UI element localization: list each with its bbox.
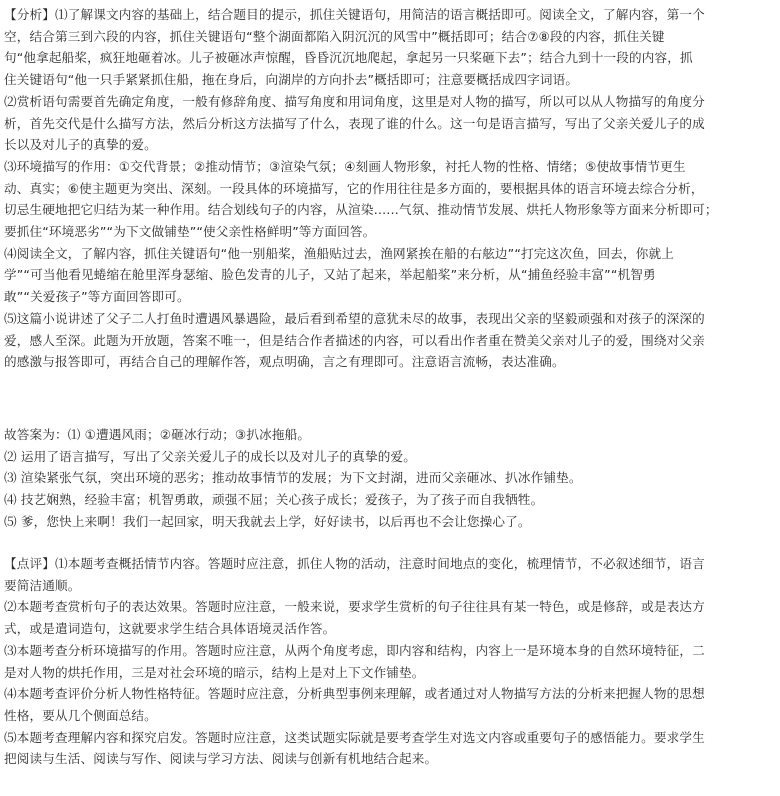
comment-paragraph-4: [4, 683, 776, 726]
analysis-paragraph-4: [4, 243, 776, 308]
analysis-p2-line-3: 长以及对儿子的真挚的爱。: [4, 137, 157, 153]
analysis-p3-line-4: 要抓住“环境恶劣”“为下文做铺垫”“使父亲性格鲜明”等方面回答。: [4, 224, 376, 240]
analysis-p5-line-2: 爱，感人至深。此题为开放题，答案不唯一，但是结合作者描述的内容，可以看出作者重在赞美父亲对儿子的爱，围绕对父亲: [4, 332, 705, 348]
analysis-p5-line-3: 的感激与报答即可，再结合自己的理解作答，观点明确，言之有理即可。注意语言流畅，表达准确。: [4, 354, 565, 370]
comment-p1-line-1: 【点评】⑴本题考查概括情节内容。答题时应注意，抓住人物的活动，注意时间地点的变化，梳理情节，不必叙述细节，语言: [4, 556, 705, 571]
comment-p1-line-2: 要简洁通顺。: [4, 577, 81, 593]
analysis-p1-line-2: 空，结合第三到六段的内容，抓住关键语句“整个湖面都陷入阴沉沉的风雪中”概括即可；结合⑦⑧段的内容，抓住关键: [4, 28, 665, 44]
answer-2: ⑵ 运用了语言描写，写出了父亲关爱儿子的成长以及对儿子的真挚的爱。: [4, 448, 416, 464]
comment-p2-line-2: 式，或是遣词造句，这就要求学生结合具体语境灵活作答。: [4, 621, 336, 637]
analysis-p4-line-3: 敢”“关爱孩子”等方面回答即可。: [4, 289, 190, 305]
comment-p5-line-1: ⑸本题考查理解内容和探究启发。答题时应注意，这类试题实际就是要考查学生对选文内容或重要句子的感悟能力。要求学生: [4, 729, 705, 745]
analysis-p3-line-3: 切忌生硬地把它归结为某一种作用。结合划线句子的内容，从渲染……气氛、推动情节发展、烘托人物形象等方面来分析即可；: [4, 202, 718, 218]
answer-4: ⑷ 技艺娴熟，经验丰富；机智勇敢，顽强不屈；关心孩子成长；爱孩子，为了孩子而自我牺牲。: [4, 492, 544, 508]
answers-section: [4, 424, 776, 533]
analysis-paragraph-3: [4, 156, 776, 243]
analysis-p2-line-2: 析，首先交代是什么描写方法，然后分析这方法描写了什么，表现了谁的什么。这一句是语言描写，写出了父亲关爱儿子的成: [4, 115, 705, 131]
comment-p3-line-1: ⑶本题考查分析环境描写的作用。答题时应注意，从两个角度考虑，即内容和结构，内容上一是环境本身的自然环境特征，二: [4, 642, 705, 658]
analysis-p3-line-2: 动、真实；⑥使主题更为突出、深刻。一段具体的环境描写，它的作用往往是多方面的，要根据具体的语言环境去综合分析，: [4, 180, 704, 196]
analysis-heading: 【分析】: [4, 7, 55, 22]
comment-p5-line-2: 把阅读与生活、阅读与写作、阅读与学习方法、阅读与创新有机地结合起来。: [4, 751, 438, 767]
answer-3: ⑶ 渲染紧张气氛，突出环境的恶劣；推动故事情节的发展；为下文封湖，进而父亲砸冰、扒冰作铺垫。: [4, 470, 582, 486]
comment-p3-line-2: 是对人物的烘托作用，三是对社会环境的暗示，结构上是对上下文作铺垫。: [4, 664, 425, 680]
answer-5: ⑸ 爹，您快上来啊！我们一起回家，明天我就去上学，好好读书，以后再也不会让您操心了。: [4, 513, 531, 529]
analysis-paragraph-2: [4, 91, 776, 156]
answer-1: 故答案为：⑴ ①遭遇风雨；②砸冰行动；③扒冰拖船。: [4, 427, 311, 442]
analysis-p4-line-2: 学”“可当他看见蜷缩在舱里浑身瑟缩、脸色发青的儿子，又站了起来，举起船桨”来分析，从“捕鱼经验丰富”“机智勇: [4, 267, 656, 283]
analysis-p4-line-1: ⑷阅读全文，了解内容，抓住关键语句“他一别船桨，渔船贴过去，渔网紧挨在船的右舷边”“打完这次鱼，回去，你就上: [4, 245, 674, 261]
comment-p2-line-1: ⑵本题考查赏析句子的表达效果。答题时应注意，一般来说，要求学生赏析的句子往往具有某一特色，或是修辞，或是表达方: [4, 599, 705, 615]
comment-section: [4, 553, 776, 770]
comment-paragraph-1: [4, 553, 776, 596]
analysis-p5-line-1: ⑸这篇小说讲述了父子二人打鱼时遭遇风暴遇险，最后看到希望的意犹未尽的故事，表现出父亲的坚毅顽强和对孩子的深深的: [4, 310, 705, 326]
comment-paragraph-2: [4, 596, 776, 639]
analysis-paragraph-1: [4, 4, 776, 91]
comment-paragraph-5: [4, 727, 776, 770]
analysis-p1-line-3: 句“他拿起船桨，疯狂地砸着冰。儿子被砸冰声惊醒，昏昏沉沉地爬起，拿起另一只桨砸下去”；结合九到十一段的内容，抓: [4, 50, 693, 66]
analysis-p1-line-1: 【分析】⑴了解课文内容的基础上，结合题目的提示，抓住关键语句，用简洁的语言概括即可。阅读全文，了解内容，第一个: [4, 7, 705, 22]
answers-list: [4, 424, 776, 533]
comment-paragraph-3: [4, 640, 776, 683]
comment-p4-line-1: ⑷本题考查评价分析人物性格特征。答题时应注意，分析典型事例来理解，或者通过对人物描写方法的分析来把握人物的思想: [4, 686, 705, 702]
analysis-p1-line-4: 住关键语句“他一只手紧紧抓住船，拖在身后，向湖岸的方向扑去”概括即可；注意要概括成四字词语。: [4, 72, 579, 88]
comment-p4-line-2: 性格，要从几个侧面总结。: [4, 707, 157, 723]
analysis-p3-line-1: ⑶环境描写的作用：①交代背景；②推动情节；③渲染气氛；④刻画人物形象，衬托人物的性格、情绪；⑤使故事情节更生: [4, 158, 686, 174]
analysis-section: [4, 4, 776, 373]
analysis-p2-line-1: ⑵赏析语句需要首先确定角度，一般有修辞角度、描写角度和用词角度，这里是对人物的描写，所以可以从人物描写的角度分: [4, 93, 705, 109]
analysis-paragraph-5: [4, 308, 776, 373]
